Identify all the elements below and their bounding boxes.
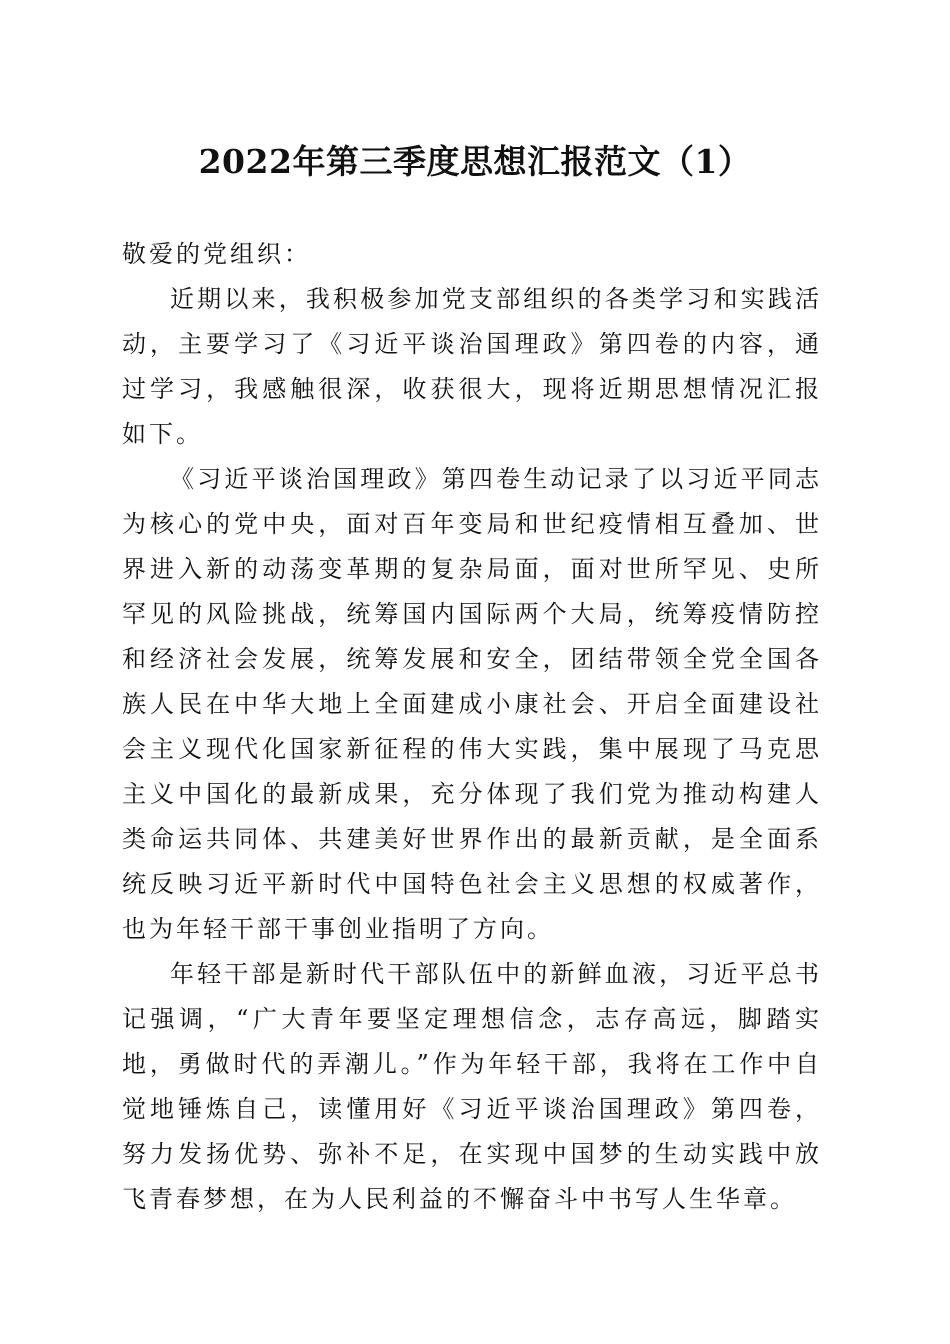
paragraph-intro: 近期以来，我积极参加党支部组织的各类学习和实践活动，主要学习了《习近平谈治国理政》第四卷的内容，通过学习，我感触很深，收获很大，现将近期思想情况汇报如下。 [122,285,822,448]
salutation: 敬爱的党组织： [122,240,311,268]
paragraph-book-summary: 《习近平谈治国理政》第四卷生动记录了以习近平同志为核心的党中央，面对百年变局和世纪疫情相互叠加、世界进入新的动荡变革期的复杂局面，面对世所罕见、史所罕见的风险挑战，统筹国内国际两个大局，统筹疫情防控和经济社会发展，统筹发展和安全，团结带领全党全国各族人民在中华大地上全面建成小康社会、开启全面建设社会主义现代化国家新征程的伟大实践，集中展现了马克思主义中国化的最新成果，充分体现了我们党为推动构建人类命运共同体、共建美好世界作出的最新贡献，是全面系统反映习近平新时代中国特色社会主义思想的权威著作，也为年轻干部干事创业指明了方向。 [122,465,822,943]
paragraph-commitment: 年轻干部是新时代干部队伍中的新鲜血液，习近平总书记强调，“广大青年要坚定理想信念，志存高远，脚踏实地，勇做时代的弄潮儿。”作为年轻干部，我将在工作中自觉地锤炼自己，读懂用好《习近平谈治国理政》第四卷，努力发扬优势、弥补不足，在实现中国梦的生动实践中放飞青春梦想，在为人民利益的不懈奋斗中书写人生华章。 [122,960,822,1213]
document-title: 2022年第三季度思想汇报范文（1） [198,142,752,181]
document-body [122,232,822,1222]
